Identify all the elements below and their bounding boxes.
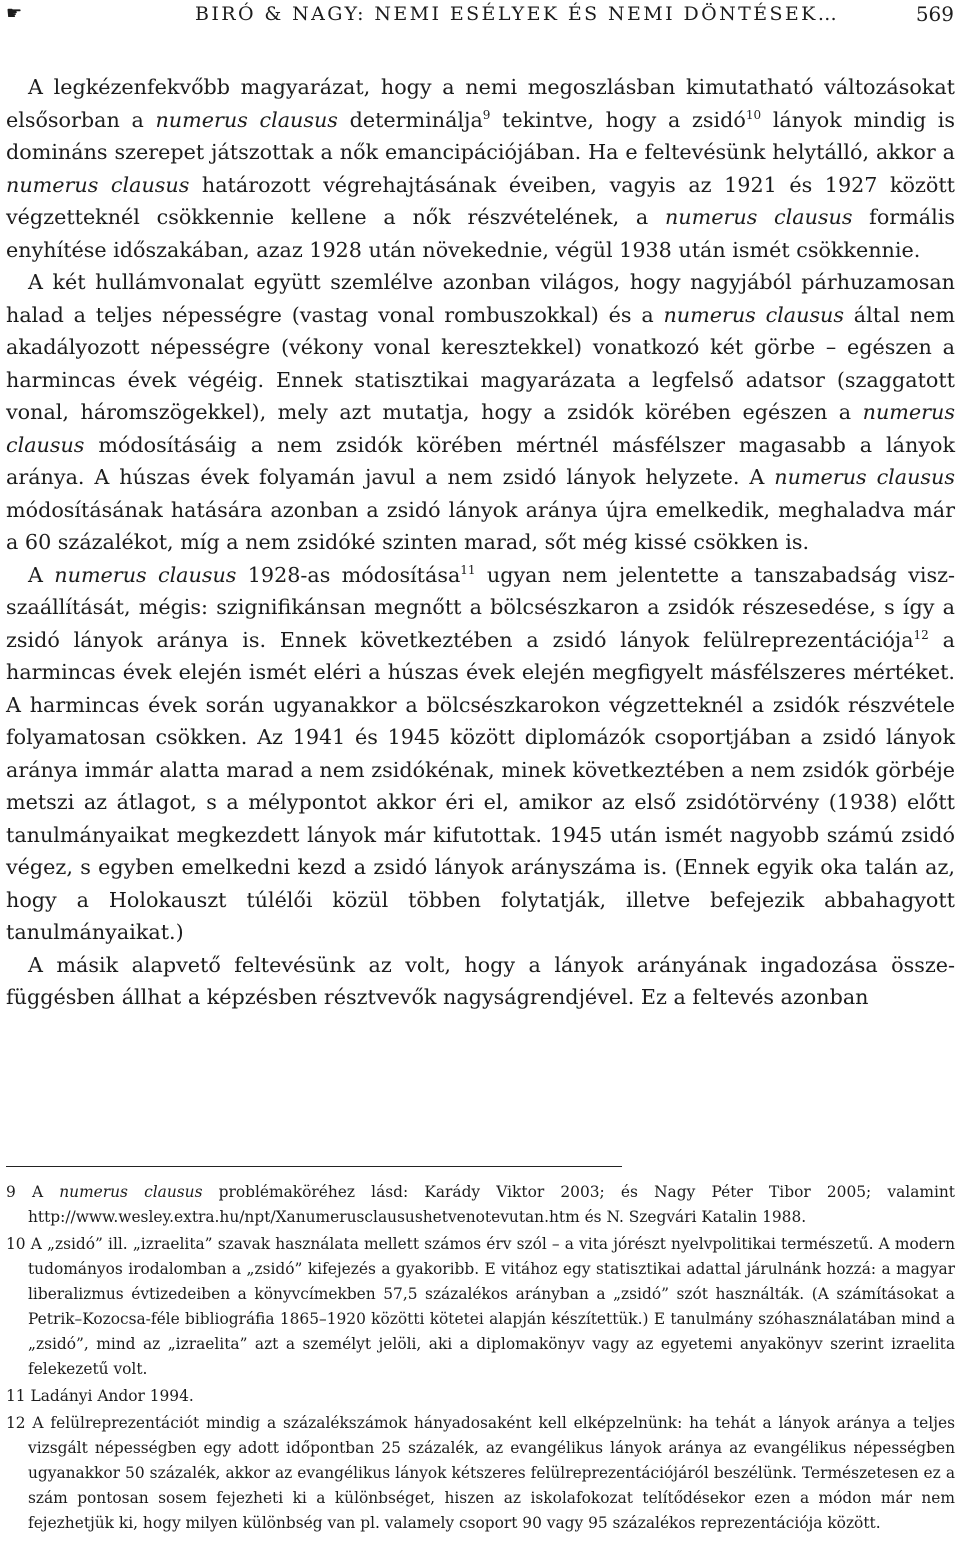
- text-run: lányok mindig is domináns szerepet játszottak a nők emancipációjában. Ha e feltevésünk helytálló, akkor a: [6, 107, 956, 164]
- italic-term: numerus clausus: [6, 400, 955, 457]
- text-run: módosításának hatására azonban a zsidó lányok aránya újra emelkedik, meghaladva már a 60 százalékot, míg a nem zsidóké szinten marad, sőt még kissé csökken is.: [6, 497, 955, 554]
- footnote-ref: 9: [482, 107, 491, 122]
- italic-term: numerus clausus: [59, 1183, 203, 1201]
- body-text: [6, 71, 955, 1014]
- text-run: 11 Ladányi Andor 1994.: [6, 1387, 194, 1405]
- text-run: a harmincas évek elején ismét eléri a húszas évek elején megfigyelt másfélszeres mértéket. A harmincas évek során ugyanakkor a bölcsészkarokon végzetteknél a zsidók részvétele folyamatosan csökken. Az 1941 és 1945 között diplomázók csoportjában a zsidó lányok aránya immár alatta marad a nem zsidókénak, minek következtében a nem zsidók görbéje metszi az átlagot, s a mélypontot akkor éri el, amikor az első zsidótörvény (1938) előtt tanulmányaikat megkezdett lányok már kifutottak. 1945 után ismét nagyobb számú zsidó végez, s egyben emelkedni kezd a zsidó lányok arányszáma is. (Ennek egyik oka talán az, hogy a Holokauszt túlélői közül többen folytatják, illetve befejezik abbahagyott tanulmányaikat.): [6, 627, 955, 944]
- italic-term: numerus clausus: [54, 562, 237, 587]
- italic-term: numerus clausus: [155, 107, 338, 132]
- text-run: A: [28, 562, 55, 587]
- text-run: A legkézenfekvőbb magyarázat, hogy a nemi megoszlásban kimutatható változásokat elsősorban a: [6, 75, 955, 132]
- running-header: [0, 2, 960, 32]
- paragraph: [6, 266, 955, 559]
- italic-term: numerus clausus: [663, 302, 844, 327]
- paragraph: [6, 949, 955, 1014]
- text-run: által nem akadályozott népességre (vékony vonal keresztekkel) vonatkozó két görbe – egészen a harmincas évek végéig. Ennek statisztikai magyarázata a legfelső adatsor (szaggatott vonal, háromszögekkel), mely azt mutatja, hogy a zsidók körében egészen a: [6, 302, 955, 424]
- footnote-11: [6, 1384, 955, 1409]
- text-run: determinálja: [337, 107, 483, 132]
- paragraph: [6, 559, 955, 949]
- footnote-12: [6, 1411, 955, 1536]
- text-run: 12 A felülreprezentációt mindig a százalékszámok hányadosaként kell elképzelnünk: ha tehát a lányok aránya a teljes vizsgált népességben egy adott időpontban 25 százalék, az evangélikus lányok aránya az evangélikus népességben ugyanakkor 50 százalék, akkor az evangélikus lányok kétszeres felülreprezentációjáról beszélünk. Természetesen ez a szám pontosan sosem fejezheti ki a különbséget, hiszen az iskolafokozat telítődésekor ezen a módon már nem fejezhetjük ki, hogy milyen különbség van pl. valamely csoport 90 vagy 95 százalékos reprezentációja között.: [6, 1414, 955, 1532]
- paragraph: [6, 71, 955, 266]
- italic-term: numerus clausus: [774, 465, 955, 489]
- footnote-ref: 11: [460, 562, 476, 577]
- footnotes: [6, 1180, 955, 1538]
- text-run: 9 A: [6, 1183, 60, 1201]
- footnote-10: [6, 1232, 955, 1382]
- text-run: 10 A „zsidó” ill. „izraelita” szavak használata mellett számos érv szól – a vita jórészt nyelvpolitikai természetű. A modern tudományos irodalomban a „zsidó” kifejezés a gyakoribb. E vitához egy statisztikai adattal járulnánk hozzá: a magyar liberalizmus évtizedeiben a könyvcímekben 57,5 százalékos arányban a „zsidó” szót használták. (A számításokat a Petrik–Kozocsa-féle bibliográfia 1865–1920 közötti kötetei alapján készítettük.) E tanulmány szóhasználatában mind a „zsidó”, mind az „izraelita” azt a személyt jelöli, aki a diplomakönyv vagy az egyetemi anyakönyv szerint izraelita felekezetű volt.: [6, 1235, 955, 1378]
- footnote-ref: 12: [913, 627, 929, 642]
- text-run: határozott végrehajtásának éveiben, vagyis az 1921 és 1927 között végzetteknél csökkennie kellene a nők részvételének, a: [6, 172, 955, 229]
- text-run: 1928-as módosítása: [236, 562, 461, 587]
- text-run: formális enyhítése időszakában, azaz 1928 után növekednie, végül 1938 után ismét csökkennie.: [6, 205, 955, 262]
- footnote-9: [6, 1180, 955, 1230]
- page-number: 569: [915, 2, 954, 26]
- text-run: A másik alapvető feltevésünk az volt, hogy a lányok arányának ingadozása összefüggésben állhat a képzésben résztvevők nagyságrendjével. Ez a feltevés azonban: [6, 952, 955, 1009]
- footnote-divider: [6, 1166, 622, 1167]
- italic-term: numerus clausus: [6, 172, 190, 197]
- footnote-ref: 10: [745, 107, 762, 122]
- text-run: A két hullámvonalat együtt szemlélve azonban világos, hogy nagyjából párhuzamosan halad a teljes népességre (vastag vonal rombuszokkal) és a: [6, 270, 955, 327]
- text-run: ugyan nem jelentette a tanszabadság viszszaállítását, mégis: szignifikánsan megnőtt a bölcsészkaron a zsidók részesedése, s így a zsidó lányok aránya is. Ennek következtében a zsidó lányok felülreprezentációja: [6, 562, 955, 652]
- italic-term: numerus clausus: [664, 205, 853, 229]
- running-title: BIRÓ & NAGY: NEMI ESÉLYEK ÉS NEMI DÖNTÉSEK…: [195, 3, 840, 25]
- text-run: tekintve, hogy a zsidó: [490, 107, 746, 132]
- hand-pointer-icon: ☛: [6, 3, 23, 24]
- text-run: módosításáig a nem zsidók körében mértnél másfélszer magasabb a lányok aránya. A húszas évek folyamán javul a nem zsidó lányok helyzete. A: [6, 432, 955, 489]
- text-run: problémaköréhez lásd: Karády Viktor 2003; és Nagy Péter Tibor 2005; valamint http://www.wesley.extra.hu/npt/Xanumerusclausushetvenotevutan.htm és N. Szegvári Katalin 1988.: [28, 1183, 955, 1226]
